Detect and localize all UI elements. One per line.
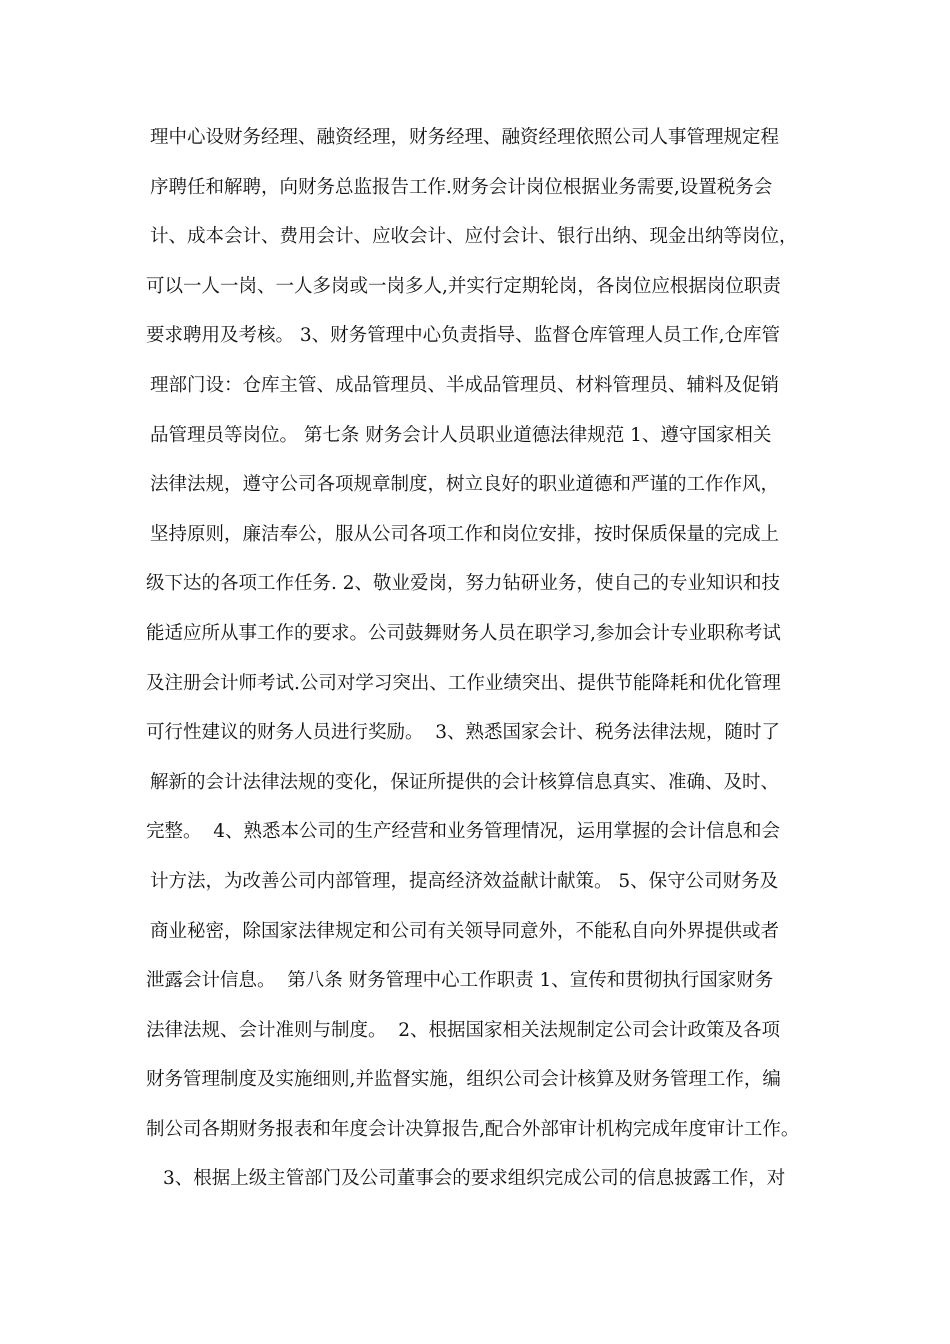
text-line: 序聘任和解聘，向财务总监报告工作.财务会计岗位根据业务需要,设置税务会 [150,176,773,198]
document-body [146,120,816,1211]
text-line: 能适应所从事工作的要求。公司鼓舞财务人员在职学习,参加会计专业职称考试 [146,622,781,644]
text-line: 法律法规、会计准则与制度。 2、根据国家相关法规制定公司会计政策及各项 [146,1019,781,1041]
text-line: 法律法规，遵守公司各项规章制度，树立良好的职业道德和严谨的工作作风， [150,474,780,496]
text-line: 可以一人一岗、一人多岗或一岗多人,并实行定期轮岗，各岗位应根据岗位职责 [146,275,781,297]
text-line: 计方法，为改善公司内部管理，提高经济效益献计献策。 5、保守公司财务及 [150,870,779,892]
text-line: 解新的会计法律法规的变化，保证所提供的会计核算信息真实、准确、及时、 [150,771,780,793]
text-line: 制公司各期财务报表和年度会计决算报告,配合外部审计机构完成年度审计工作。 [146,1118,800,1140]
text-line: 计、成本会计、费用会计、应收会计、应付会计、银行出纳、现金出纳等岗位， [150,226,798,248]
text-line: 3、根据上级主管部门及公司董事会的要求组织完成公司的信息披露工作，对 [163,1168,786,1190]
text-line: 坚持原则，廉洁奉公，服从公司各项工作和岗位安排，按时保质保量的完成上 [150,523,780,545]
text-line: 财务管理制度及实施细则,并监督实施，组织公司会计核算及财务管理工作，编 [146,1069,781,1091]
text-line: 及注册会计师考试.公司对学习突出、工作业绩突出、提供节能降耗和优化管理 [146,672,781,694]
text-line: 理中心设财务经理、融资经理，财务经理、融资经理依照公司人事管理规定程 [150,127,780,148]
text-line: 商业秘密，除国家法律规定和公司有关领导同意外，不能私自向外界提供或者 [150,920,780,942]
text-line: 完整。 4、熟悉本公司的生产经营和业务管理情况，运用掌握的会计信息和会 [146,821,781,843]
text-line: 要求聘用及考核。 3、财务管理中心负责指导、监督仓库管理人员工作,仓库管 [146,325,781,347]
text-line: 泄露会计信息。 第八条 财务管理中心工作职责 1、宣传和贯彻执行国家财务 [146,970,774,992]
text-line: 级下达的各项工作任务. 2、敬业爱岗，努力钻研业务，使自己的专业知识和技 [146,573,781,595]
text-line: 可行性建议的财务人员进行奖励。 3、熟悉国家会计、税务法律法规，随时了 [146,722,781,744]
text-line: 理部门设：仓库主管、成品管理员、半成品管理员、材料管理员、辅料及促销 [150,374,780,396]
text-line: 品管理员等岗位。 第七条 财务会计人员职业道德法律规范 1、遵守国家相关 [150,424,772,446]
